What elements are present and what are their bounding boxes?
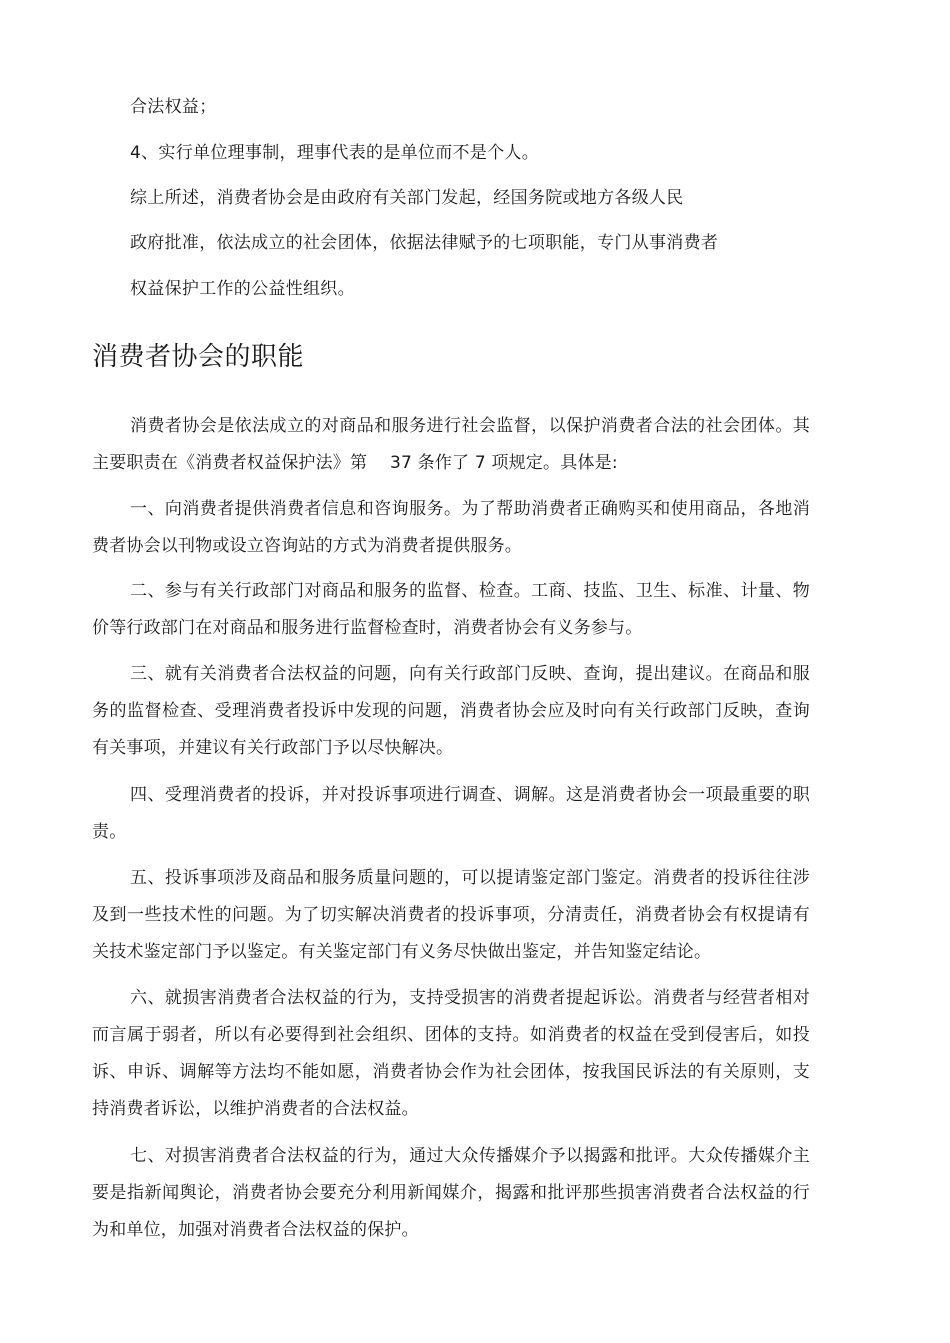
paragraph-function-3: 三、就有关消费者合法权益的问题，向有关行政部门反映、查询，提出建议。在商品和服务的监督检查、受理消费者投诉中发现的问题，消费者协会应及时向有关行政部门反映，查询有关事项，并建议有关行政部门予以尽快解决。 [92, 664, 810, 758]
paragraph-intro: 消费者协会是依法成立的对商品和服务进行社会监督，以保护消费者合法的社会团体。其主要职责在《消费者权益保护法》第 37 条作了 7 项规定。具体是: [92, 416, 810, 473]
text-line-5: 权益保护工作的公益性组织。 [130, 279, 355, 299]
paragraph-function-1: 一、向消费者提供消费者信息和咨询服务。为了帮助消费者正确购买和使用商品，各地消费者协会以刊物或设立咨询站的方式为消费者提供服务。 [92, 499, 810, 556]
text-line-4: 政府批准，依法成立的社会团体，依据法律赋予的七项职能，专门从事消费者 [130, 233, 719, 253]
text-line-2: 4、实行单位理事制，理事代表的是单位而不是个人。 [130, 143, 540, 163]
paragraph-function-7: 七、对损害消费者合法权益的行为，通过大众传播媒介予以揭露和批评。大众传播媒介主要是指新闻舆论，消费者协会要充分利用新闻媒介，揭露和批评那些损害消费者合法权益的行为和单位，加强对消费者合法权益的保护。 [92, 1146, 810, 1240]
text-line-1: 合法权益； [130, 97, 217, 117]
paragraph-function-2: 二、参与有关行政部门对商品和服务的监督、检查。工商、技监、卫生、标准、计量、物价等行政部门在对商品和服务进行监督检查时，消费者协会有义务参与。 [92, 581, 810, 638]
paragraph-function-4: 四、受理消费者的投诉，并对投诉事项进行调查、调解。这是消费者协会一项最重要的职责。 [92, 785, 810, 842]
paragraph-function-6: 六、就损害消费者合法权益的行为，支持受损害的消费者提起诉讼。消费者与经营者相对而言属于弱者，所以有必要得到社会组织、团体的支持。如消费者的权益在受到侵害后，如投诉、申诉、调解等方法均不能如愿，消费者协会作为社会团体，按我国民诉法的有关原则，支持消费者诉讼，以维护消费者的合法权益。 [92, 988, 810, 1119]
paragraph-function-5: 五、投诉事项涉及商品和服务质量问题的，可以提请鉴定部门鉴定。消费者的投诉往往涉及到一些技术性的问题。为了切实解决消费者的投诉事项，分清责任，消费者协会有权提请有关技术鉴定部门予以鉴定。有关鉴定部门有义务尽快做出鉴定，并告知鉴定结论。 [92, 868, 810, 962]
text-line-3: 综上所述，消费者协会是由政府有关部门发起，经国务院或地方各级人民 [130, 188, 684, 208]
section-title: 消费者协会的职能 [92, 342, 305, 372]
